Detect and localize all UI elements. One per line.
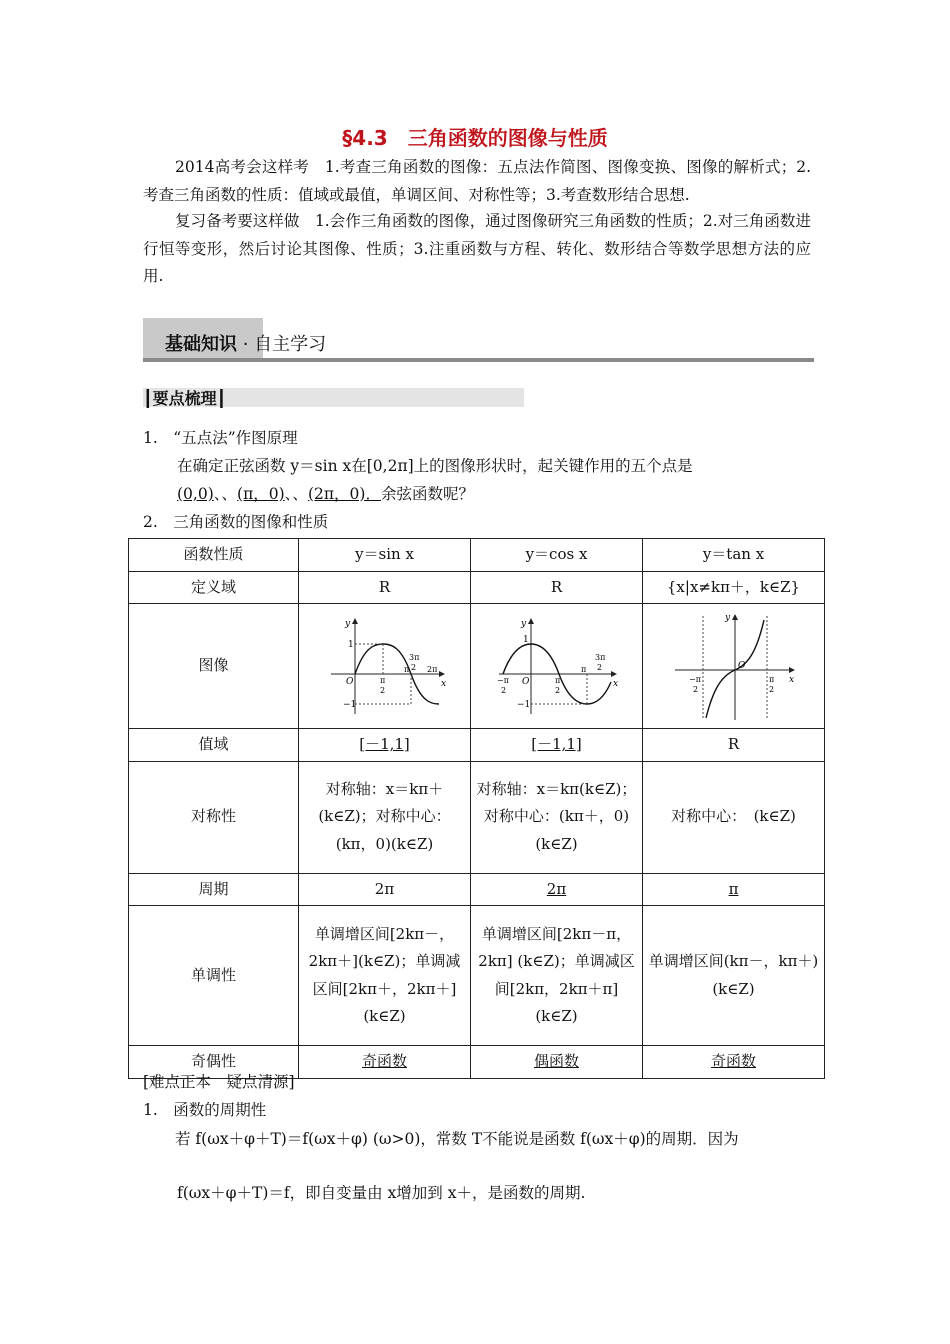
trig-properties-table bbox=[128, 538, 825, 1079]
table-row bbox=[129, 571, 825, 604]
table-row bbox=[129, 873, 825, 906]
table-row bbox=[129, 604, 825, 729]
row-label-domain: 定义域 bbox=[129, 571, 299, 604]
row-label-period: 周期 bbox=[129, 873, 299, 906]
tan-graph bbox=[669, 610, 799, 722]
key-point-sep: 、、 bbox=[213, 485, 238, 503]
row-label-graph: 图像 bbox=[129, 604, 299, 729]
one-label: 1 bbox=[347, 640, 354, 650]
neg-pi-label: −π bbox=[688, 675, 701, 684]
table-row bbox=[129, 729, 825, 762]
point1-points bbox=[177, 482, 474, 504]
two-label: 2 bbox=[379, 686, 385, 695]
domain-cos: R bbox=[471, 571, 643, 604]
x-label: x bbox=[788, 675, 794, 685]
row-label-monotonicity: 单调性 bbox=[129, 906, 299, 1046]
subsection-title: ┃要点梳理┃ bbox=[143, 389, 227, 408]
section-header bbox=[143, 318, 814, 362]
three-pi-label: 3π bbox=[594, 653, 605, 662]
two-label: 2 bbox=[410, 663, 416, 672]
neg-pi-label: −π bbox=[496, 676, 509, 685]
key-point-tail: 余弦函数呢？ bbox=[380, 485, 474, 503]
sin-graph bbox=[323, 616, 447, 716]
symmetry-sin: 对称轴：x＝kπ＋(k∈Z)；对称中心：(kπ，0)(k∈Z) bbox=[299, 761, 471, 873]
row-label-symmetry: 对称性 bbox=[129, 761, 299, 873]
graph-cos-cell bbox=[471, 604, 643, 729]
origin-label: O bbox=[737, 661, 745, 671]
x-label: x bbox=[440, 679, 446, 689]
notes-para2: f(ωx＋φ＋T)＝f，即自变量由 x增加到 x＋，是函数的周期. bbox=[177, 1184, 586, 1202]
row-label-parity: 奇偶性 bbox=[129, 1046, 299, 1079]
period-sin: 2π bbox=[299, 873, 471, 906]
two-label: 2 bbox=[768, 685, 774, 694]
parity-tan bbox=[643, 1046, 825, 1079]
header-property: 函数性质 bbox=[129, 539, 299, 572]
exam-intro: 2014高考会这样考 1.考查三角函数的图像：五点法作简图、图像变换、图像的解析式；2.考查三角函数的性质：值域或最值，单调区间、对称性等；3.考查数形结合思想. bbox=[143, 158, 811, 204]
parity-sin bbox=[299, 1046, 471, 1079]
period-cos bbox=[471, 873, 643, 906]
page-title: §4.3 三角函数的图像与性质 bbox=[342, 126, 608, 150]
section-header-rule bbox=[143, 358, 814, 362]
notes-heading: [难点正本 疑点清源] bbox=[143, 1073, 295, 1091]
header-tan: y＝tan x bbox=[643, 539, 825, 572]
x-axis-arrow bbox=[611, 671, 617, 677]
key-point-1: (0,0) bbox=[177, 485, 214, 503]
period-cos-value: 2π bbox=[546, 879, 567, 898]
y-axis-arrow bbox=[732, 614, 738, 620]
table-row bbox=[129, 761, 825, 873]
pi-label: π bbox=[554, 676, 560, 685]
range-cos-value: [－1,1] bbox=[531, 735, 582, 753]
x-axis-arrow bbox=[439, 671, 445, 677]
graph-tan-cell bbox=[643, 604, 825, 729]
monotonicity-cos: 单调增区间[2kπ－π，2kπ] (k∈Z)；单调减区间[2kπ，2kπ＋π](k∈Z) bbox=[471, 906, 643, 1046]
x-axis-arrow bbox=[789, 667, 795, 673]
pi-label: π bbox=[403, 665, 409, 674]
parity-cos bbox=[471, 1046, 643, 1079]
neg-one-label: −1 bbox=[342, 700, 356, 710]
one-label: 1 bbox=[522, 635, 529, 645]
origin-label: O bbox=[345, 677, 353, 687]
pi-label: π bbox=[379, 676, 385, 685]
range-sin bbox=[299, 729, 471, 762]
two-label: 2 bbox=[500, 686, 506, 695]
notes-item1: 1. 函数的周期性 bbox=[143, 1101, 267, 1119]
graph-sin-cell bbox=[299, 604, 471, 729]
y-axis-arrow bbox=[528, 618, 534, 624]
pi-label: π bbox=[768, 675, 774, 684]
y-label: y bbox=[344, 619, 350, 629]
y-axis-arrow bbox=[352, 618, 358, 624]
header-cos: y＝cos x bbox=[471, 539, 643, 572]
cos-graph bbox=[495, 616, 619, 716]
domain-tan: {x|x≠kπ＋，k∈Z} bbox=[643, 571, 825, 604]
two-label: 2 bbox=[692, 685, 698, 694]
domain-sin: R bbox=[299, 571, 471, 604]
point2-heading: 2. 三角函数的图像和性质 bbox=[143, 513, 329, 531]
header-sin: y＝sin x bbox=[299, 539, 471, 572]
two-label: 2 bbox=[554, 686, 560, 695]
y-label: y bbox=[520, 619, 526, 629]
neg-one-label: −1 bbox=[516, 700, 530, 710]
y-label: y bbox=[724, 613, 730, 623]
table-row bbox=[129, 906, 825, 1046]
section-header-text: 基础知识 · 自主学习 bbox=[165, 334, 327, 355]
symmetry-cos: 对称轴：x＝kπ(k∈Z)；对称中心：(kπ＋，0)(k∈Z) bbox=[471, 761, 643, 873]
key-point-2: (π，0) bbox=[237, 485, 285, 503]
three-pi-label: 3π bbox=[408, 653, 419, 662]
point1-text: 在确定正弦函数 y＝sin x在[0,2π]上的图像形状时，起关键作用的五个点是 bbox=[177, 457, 693, 475]
key-point-sep: 、、 bbox=[284, 485, 308, 503]
range-sin-value: [－1,1] bbox=[359, 735, 410, 753]
pi-label: π bbox=[580, 665, 586, 674]
parity-cos-value: 偶函数 bbox=[533, 1052, 579, 1070]
symmetry-tan: 对称中心： (k∈Z) bbox=[643, 761, 825, 873]
origin-label: O bbox=[521, 677, 529, 687]
parity-tan-value: 奇函数 bbox=[710, 1052, 756, 1070]
period-tan-value: π bbox=[728, 879, 739, 898]
key-point-3: (2π，0)． bbox=[307, 485, 381, 503]
point1-heading: 1. “五点法”作图原理 bbox=[143, 429, 298, 447]
period-tan bbox=[643, 873, 825, 906]
monotonicity-sin: 单调增区间[2kπ－，2kπ＋](k∈Z)；单调减区间[2kπ＋，2kπ＋](k∈Z) bbox=[299, 906, 471, 1046]
x-label: x bbox=[612, 679, 618, 689]
notes-para1: 若 f(ωx＋φ＋T)＝f(ωx＋φ) (ω>0)，常数 T不能说是函数 f(ωx＋φ)的周期．因为 bbox=[175, 1130, 739, 1148]
review-intro: 复习备考要这样做 1.会作三角函数的图像，通过图像研究三角函数的性质；2.对三角函数进行恒等变形，然后讨论其图像、性质；3.注重函数与方程、转化、数形结合等数学思想方法的应用. bbox=[143, 212, 811, 285]
two-label: 2 bbox=[596, 663, 602, 672]
two-pi-label: 2π bbox=[426, 665, 437, 674]
parity-sin-value: 奇函数 bbox=[361, 1052, 407, 1070]
monotonicity-tan: 单调增区间(kπ－，kπ＋)(k∈Z) bbox=[643, 906, 825, 1046]
row-label-range: 值域 bbox=[129, 729, 299, 762]
range-cos bbox=[471, 729, 643, 762]
subsection-header bbox=[143, 388, 524, 407]
table-row bbox=[129, 539, 825, 572]
range-tan: R bbox=[643, 729, 825, 762]
